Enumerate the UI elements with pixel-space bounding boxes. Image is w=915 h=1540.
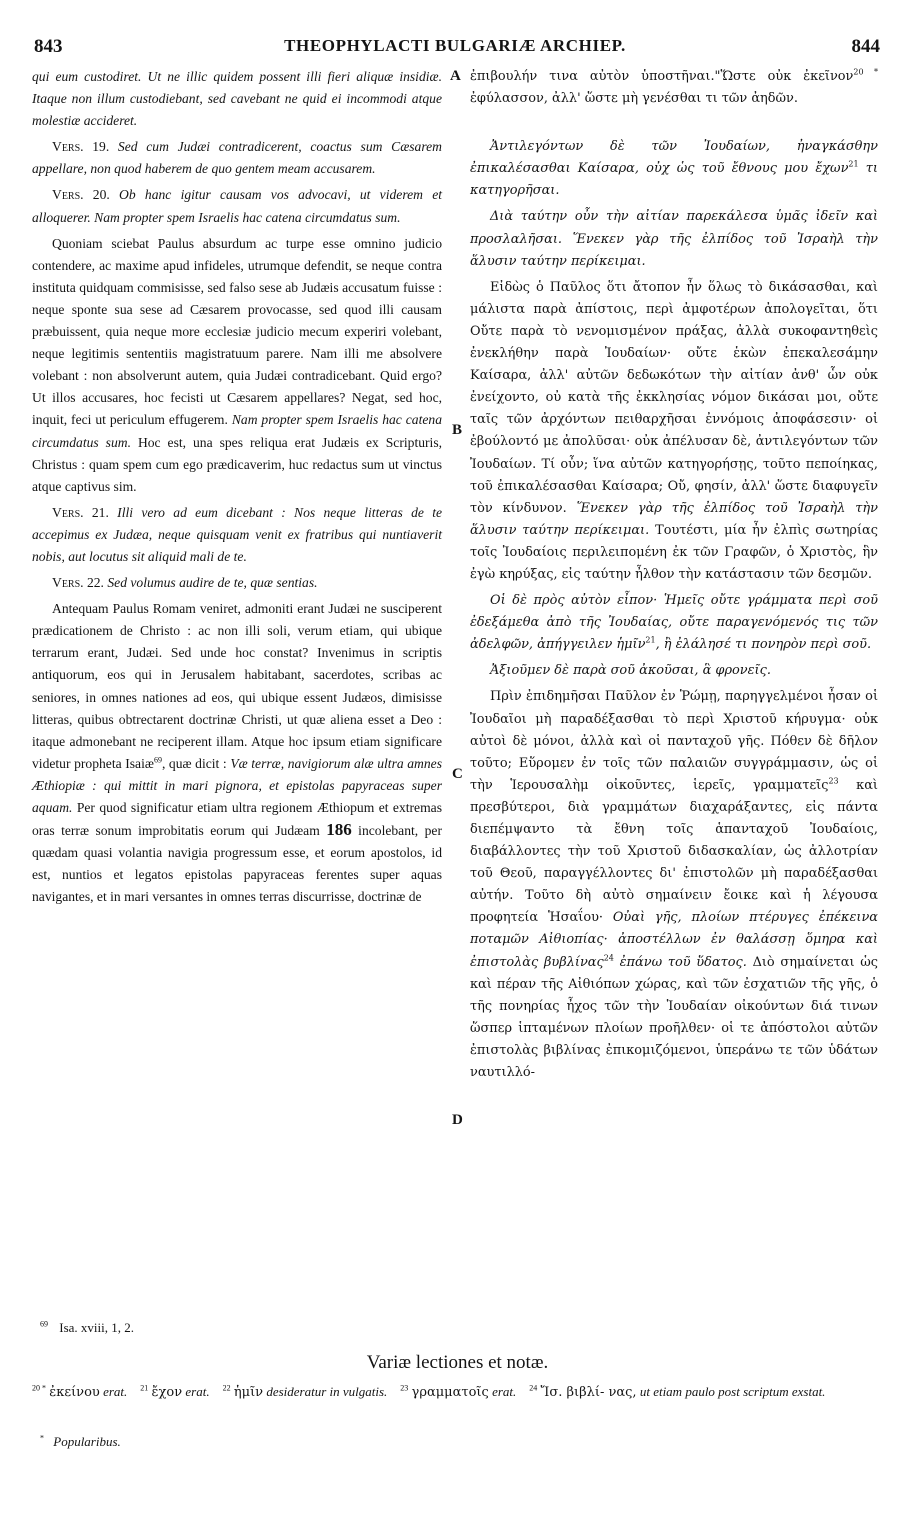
page-number-left: 843 bbox=[34, 36, 63, 57]
footnote-69 bbox=[40, 1318, 134, 1338]
greek-text: ἐπιβουλήν τινα αὐτὸν ὑποστῆναι."Ὥστε οὐκ ἐκεῖνον bbox=[470, 69, 854, 84]
variant-note-23 bbox=[400, 1384, 519, 1399]
variant-greek: γραμματοῖς bbox=[411, 1385, 489, 1400]
footnote-mark[interactable]: 20 * bbox=[853, 67, 878, 77]
verse-text: Sed volumus audire de te, quæ sentias. bbox=[107, 575, 318, 591]
verse-text: Sed cum Judæi contradicerent, coactus sum Cæsarem appellare, non quod haberem de quo gentem meam accusarem. bbox=[32, 139, 442, 177]
variant-text: ut etiam paulo post scriptum exstat. bbox=[639, 1384, 826, 1399]
variant-text: erat. bbox=[103, 1384, 128, 1399]
variant-greek: ἐκείνου bbox=[49, 1385, 100, 1400]
variant-note-24 bbox=[529, 1384, 825, 1399]
footnote-text: Popularibus. bbox=[53, 1434, 121, 1449]
variant-note-20 bbox=[32, 1384, 131, 1399]
greek-column bbox=[470, 66, 878, 1084]
verse-label: Vers. 22. bbox=[52, 575, 104, 591]
greek-verse-text: Ἀξιοῦμεν δὲ παρὰ σοῦ ἀκοῦσαι, ἃ φρονεῖς. bbox=[490, 663, 771, 679]
variant-mark: 22 bbox=[222, 1383, 231, 1393]
commentary-text: Quoniam sciebat Paulus absurdum ac turpe esse omnino judicio contendere, ac maxime apud infideles, utrumque defendit, se neque contra instituta quidquam commisisse, sed falso sese ab Judæis accusatum fuisse : neque sponte sua sese ad Cæsarem provocasse, sed quod illi causam præbuissent, quia neque more ecclesiæ judicio mecum experiri volebant, neque legitimis sententiis magistratuum parere. Nam illi me absolvere volebant : non absolverunt autem, quia Judæi contradicebant. Quid ergo? Ut illos accusares, hoc fecisti ut Cæsarem appellares? Negat, sed hoc, inquit, feci ut periculum effugerem. bbox=[32, 235, 442, 428]
latin-verse-20 bbox=[32, 184, 442, 228]
commentary-text: , quæ dicit : bbox=[161, 755, 227, 771]
column-number-marker: 186 bbox=[326, 820, 352, 840]
latin-column bbox=[32, 66, 442, 908]
variant-note-21 bbox=[140, 1384, 213, 1399]
greek-text: Πρὶν ἐπιδημῆσαι Παῦλον ἐν Ῥώμῃ, παρηγγελμένοι ἦσαν οἱ Ἰουδαῖοι μὴ παραδέξασθαι τὸ περὶ Χριστοῦ κήρυγμα· οὐκ αὐτοὶ δὲ μόνοι, ἀλλὰ καὶ οἱ πανταχοῦ γῆς. Πόθεν δὲ δῆλον τοῦτο; Εὕρομεν ἐν τοῖς τῶν παλαιῶν συγγράμμασιν, ὡς οἱ τὴν Ἱερουσαλὴμ οἰκοῦντες, ἱερεῖς, γραμματεῖς bbox=[470, 689, 878, 793]
variant-greek: ἡμῖν bbox=[233, 1385, 264, 1400]
variant-note-22 bbox=[223, 1384, 391, 1399]
page-header bbox=[30, 36, 880, 62]
footnote-number: 69 bbox=[40, 1319, 48, 1329]
latin-commentary-paragraph bbox=[32, 233, 442, 498]
footnote-number: * bbox=[40, 1433, 44, 1443]
greek-paragraph bbox=[470, 66, 878, 110]
greek-text: Εἰδὼς ὁ Παῦλος ὅτι ἄτοπον ἦν ὅλως τὸ δικάσασθαι, καὶ μάλιστα παρὰ ἀπίστοις, περὶ ἀμφοτέρων ἀπολογεῖται, ὅτι Οὔτε παρὰ τὸ νενομισμένον πράξας, ἀλλὰ συκοφαντηθεὶς ἐνεκλήθην παρὰ Ἰουδαίων· οὔτε ἑκὼν ἐπεκαλεσάμην Καίσαρα, ἀλλ' αὐτῶν δεδωκότων τὴν αἰτίαν ἀνθ' ὧν οὐκ ἐνείχοντο, οὐ κατὰ τῆς ἐκκλησίας νόμον δικάσαι μοι, οὔτε ταῖς τῶν ἀρχόντων πειθαρχῆσαι ἐννόμοις ἀποφάσεσιν· οἱ ἐβούλοντό με ἀπολῦσαι· οὐκ ἀπέλυσαν δὲ, ἀντιλεγόντων τῶν Ἰουδαίων. Τί οὖν; ἵνα αὐτῶν κατηγορήσῃς, τοῦτο πεποίηκας, τοῦ ἐπικαλέσασθαι Καίσαρα; Οὔ, φησίν, ἀλλ' ὥστε διαφυγεῖν τὸν κίνδυνον. bbox=[470, 279, 878, 516]
greek-verse-22 bbox=[470, 660, 878, 682]
greek-verse-20 bbox=[470, 206, 878, 272]
margin-letter-a: A bbox=[450, 68, 461, 84]
commentary-text: Antequam Paulus Romam veniret, admoniti erant Judæi ne susciperent prædicationem de Christo : ac non illi soli, verum etiam, qui ubique terrarum erant, Judæi. Sed unde hoc constat? Invenimus in scriptis antiquorum, eos qui in Jerusalem habitabant, sacerdotes, scribas ac seniores, in omnes nationes ad eos, qui ubique essent Judæos, dimisisse litteras, quibus obtrectarent doctrinæ Christi, ut quæ aliena esset a Deo : itaque admonebant ne reciperent illam. Atque hoc ipsum etiam significare videtur propheta Isaiæ bbox=[32, 601, 442, 771]
variant-notes bbox=[32, 1382, 882, 1403]
verse-label: Vers. 19. bbox=[52, 139, 110, 155]
variant-text: erat. bbox=[185, 1384, 210, 1399]
variant-greek: Ἴσ. βιβλί- νας, bbox=[540, 1385, 637, 1400]
greek-text: ἐφύλασσον, ἀλλ' ὥστε μὴ γενέσθαι τι τῶν ἀηδῶν. bbox=[470, 91, 798, 107]
variant-mark: 23 bbox=[400, 1383, 409, 1393]
verse-text: Illi vero ad eum dicebant : Nos neque litteras de te accepimus ex Judæa, neque quisquam venit ex fratribus qui nuntiaverit nobis, aut locutus sit aliquid mali de te. bbox=[32, 504, 443, 564]
footnote-mark[interactable]: 21 bbox=[848, 159, 859, 169]
greek-verse-text: , ἢ ἐλάλησέ τι πονηρὸν περὶ σοῦ. bbox=[655, 637, 872, 653]
footnote-mark[interactable]: 21 bbox=[645, 635, 656, 645]
footnote-text: Isa. xviii, 1, 2. bbox=[59, 1320, 134, 1335]
greek-quote: ἐπάνω τοῦ ὕδατος. bbox=[619, 954, 747, 970]
greek-text: Διὸ σημαίνεται ὡς καὶ πέραν τῆς Αἰθιόπων χώρας, καὶ τῶν ἐσχατιῶν τῆς γῆς, ὁ τῆς πονηρίας ἦχος τῶν τὴν Ἰουδαίαν οἰκούντων διά τινων ὥσπερ ἱπταμένων πλοίων προῆλθεν· οἱ τε ἀπόστολοι αὐτῶν ἐπιστολὰς βιβλίνας ἐπικομιζόμενοι, ὑπεράνω τε τῶν ὑδάτων ναυτιλλό- bbox=[470, 954, 878, 1081]
variant-mark: 24 bbox=[529, 1383, 538, 1393]
greek-text: Τουτέστι, μία ἦν ἐλπὶς σωτηρίας τοῖς Ἰουδαίοις περιλειπομένη ἐκ τῶν Γραφῶν, ὁ Χριστὸς, ἣν ἐγὼ κηρύξας, εἰς ταύτην ἦλθον τὴν κατάστασιν τῶν δεσμῶν. bbox=[470, 522, 878, 582]
greek-commentary-paragraph bbox=[470, 277, 878, 586]
variant-mark: 21 bbox=[140, 1383, 149, 1393]
greek-verse-21 bbox=[470, 590, 878, 656]
greek-text: καὶ πρεσβύτεροι, διὰ γραμμάτων διαχαράξαντες, εἰς πάντα διεπέμψαντο τὰ ἔθνη τοῖς ἁπανταχοῦ Ἰουδαίοις, διαβάλλοντες τὴν τοῦ Χριστοῦ διδασκαλίαν, ὡς ἀλλοτρίαν τοῦ Θεοῦ, παραγγέλλοντες δι' ἐπιστολῶν μὴ παραδέξασθαι αὐτήν. Τοῦτο δὴ αὐτὸ σημαίνειν ἔοικε καὶ ἡ λέγουσα προφητεία Ἡσαΐου· bbox=[470, 777, 878, 926]
latin-commentary-paragraph bbox=[32, 598, 442, 908]
greek-verse-text: Ἀντιλεγόντων δὲ τῶν Ἰουδαίων, ἠναγκάσθην ἐπικαλέσασθαι Καίσαρα, οὐχ ὡς τοῦ ἔθνους μου ἔχων bbox=[470, 139, 878, 177]
commentary-text: incolebant, per quædam quasi volantia navigia progressum esse, et eorum apostolos, id est, nuntios et legatos epistolas papyraceas ferentes super aquas navigantes, et in mari versantes in omnes terras discurrisse, doctrinæ de bbox=[32, 823, 442, 905]
verse-label: Vers. 20. bbox=[52, 187, 110, 203]
margin-letter-d: D bbox=[452, 1112, 463, 1128]
footnote-mark[interactable]: 69 bbox=[153, 755, 162, 765]
variae-lectiones-heading: Variæ lectiones et notæ. bbox=[366, 1352, 549, 1373]
footnote-mark[interactable]: 24 bbox=[603, 953, 614, 963]
page-number-right: 844 bbox=[851, 36, 880, 57]
greek-verse-text: Διὰ ταύτην οὖν τὴν αἰτίαν παρεκάλεσα ὑμᾶς ἰδεῖν καὶ προσλαλῆσαι. Ἕνεκεν γὰρ τῆς ἐλπίδος τοῦ Ἰσραὴλ τὴν ἅλυσιν ταύτην περίκειμαι. bbox=[470, 209, 878, 269]
commentary-text: Hoc est, una spes reliqua erat Judæis ex Scripturis, Christus : quam spem cum ego prædicaverim, huc redactus sum ut vinctus atque captivus sim. bbox=[32, 434, 443, 494]
latin-paragraph bbox=[32, 66, 442, 132]
commentary-text: Per quod significatur etiam ultra regionem Æthiopum et extremas oras terræ sonum improbitatis eorum qui Judæam bbox=[32, 800, 442, 839]
greek-verse-text: Οἱ δὲ πρὸς αὐτὸν εἶπον· Ἡμεῖς οὔτε γράμματα περὶ σοῦ ἐδεξάμεθα ἀπὸ τῆς Ἰουδαίας, οὔτε παραγενόμενός τις τῶν ἀδελφῶν, ἀπήγγειλεν ἡμῖν bbox=[470, 593, 878, 653]
greek-verse-text: τι κατηγορῆσαι. bbox=[470, 161, 878, 199]
footnote-mark[interactable]: 23 bbox=[828, 776, 839, 786]
footnote-star bbox=[40, 1432, 121, 1452]
latin-verse-21 bbox=[32, 502, 442, 568]
variant-mark: 20 * bbox=[32, 1383, 46, 1393]
commentary-quote: Væ terræ, navigiorum alæ ultra amnes Æthiopiæ : qui mittit in mari pignora, et epistolas papyraceas super aquam. bbox=[32, 755, 442, 815]
verse-label: Vers. 21. bbox=[52, 504, 109, 520]
variant-text: erat. bbox=[492, 1384, 517, 1399]
running-title: THEOPHYLACTI BULGARIÆ ARCHIEP. bbox=[284, 36, 626, 55]
latin-verse-19 bbox=[32, 136, 442, 180]
verse-text: Ob hanc igitur causam vos advocavi, ut viderem et alloquerer. Nam propter spem Israelis hac catena circumdatus sum. bbox=[32, 187, 443, 225]
greek-verse-19 bbox=[470, 136, 878, 202]
margin-letter-c: C bbox=[452, 766, 463, 782]
commentary-quote: Nam propter spem Israelis hac catena circumdatus sum. bbox=[32, 412, 442, 450]
margin-letter-b: B bbox=[452, 422, 463, 438]
latin-verse-22 bbox=[32, 572, 442, 594]
latin-text: qui eum custodiret. Ut ne illic quidem possent illi fieri aliquæ insidiæ. Itaque non illum custodiebant, sed cavebant ne quid ei incommodi atque molestiæ accideret. bbox=[32, 69, 442, 129]
variant-text: desideratur in vulgatis. bbox=[266, 1384, 388, 1399]
greek-quote: Οὐαὶ γῆς, πλοίων πτέρυγες ἐπέκεινα ποταμῶν Αἰθιοπίας· ἀποστέλλων ἐν θαλάσσῃ ὅμηρα καὶ ἐπιστολὰς βυβλίνας bbox=[470, 910, 878, 970]
greek-commentary-paragraph bbox=[470, 686, 878, 1084]
greek-quote: Ἕνεκεν γὰρ τῆς ἐλπίδος τοῦ Ἰσραὴλ τὴν ἅλυσιν ταύτην περίκειμαι. bbox=[470, 500, 878, 538]
variant-greek: ἔχον bbox=[151, 1385, 183, 1400]
